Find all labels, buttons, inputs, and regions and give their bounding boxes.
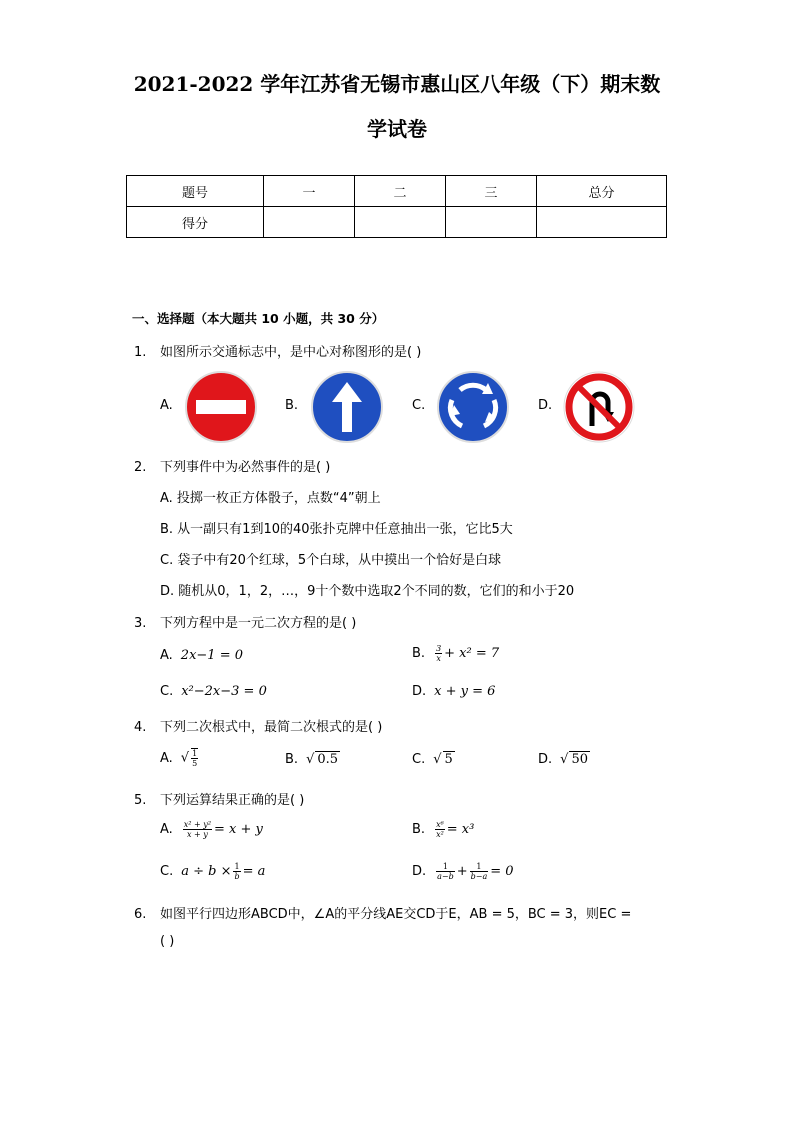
question-2	[134, 456, 330, 475]
question-number: 2.	[134, 460, 147, 475]
question-text: 下列事件中为必然事件的是( )	[160, 460, 331, 475]
score-header-cell: 一	[264, 176, 355, 207]
q5-option-c: C. a ÷ b × $\frac{1}{b}$ = a	[160, 862, 266, 881]
question-text: 下列运算结果正确的是( )	[160, 793, 305, 808]
score-header-cell: 三	[446, 176, 537, 207]
q2-option-d: D. 随机从0，1，2，…，9十个数中选取2个不同的数，它们的和小于20	[160, 584, 575, 599]
question-4	[134, 716, 382, 735]
q2-option-a: A. 投掷一枚正方体骰子，点数“4”朝上	[160, 491, 381, 506]
no-u-turn-sign-icon	[562, 370, 636, 444]
q4-option-b: B. √ 0.5	[285, 752, 339, 767]
question-number: 4.	[134, 720, 147, 735]
question-text: 如图平行四边形ABCD中，∠A的平分线AE交CD于E，AB = 5，BC = 3，则EC =	[160, 907, 632, 922]
score-header-cell: 题号	[127, 176, 264, 207]
score-header-cell: 二	[355, 176, 446, 207]
score-cell[interactable]	[446, 207, 537, 238]
q5-option-d: D. $\frac{1}{a-b}$ + $\frac{1}{b-a}$ = 0	[412, 862, 514, 881]
score-cell[interactable]	[264, 207, 355, 238]
no-entry-sign-icon	[184, 370, 258, 444]
q5-option-a: A. $\frac{\text{x² + y²}}{x + y}$ = x + y	[160, 820, 263, 839]
q3-option-a: A. 2x−1 = 0	[160, 648, 243, 663]
q4-option-c: C. √ 5	[412, 752, 453, 767]
q1-option-c-label: C.	[412, 398, 426, 413]
question-text: 下列方程中是一元二次方程的是( )	[160, 616, 357, 631]
question-number: 1.	[134, 345, 147, 360]
score-table-header-row	[127, 176, 667, 207]
exam-title-line2: 学试卷	[367, 117, 427, 141]
question-6-continuation: ( )	[160, 934, 175, 949]
question-text: 如图所示交通标志中，是中心对称图形的是( )	[160, 345, 422, 360]
score-row-label: 得分	[127, 207, 264, 238]
question-number: 5.	[134, 793, 147, 808]
q3-option-b: B. $\frac{3}{x}$ + x² = 7	[412, 644, 500, 663]
score-cell[interactable]	[355, 207, 446, 238]
question-number: 6.	[134, 907, 147, 922]
question-3	[134, 612, 356, 631]
score-header-cell: 总分	[537, 176, 667, 207]
q4-option-d: D. √ 50	[538, 752, 588, 767]
question-text: 下列二次根式中，最简二次根式的是( )	[160, 720, 383, 735]
question-1	[134, 341, 421, 360]
straight-ahead-arrow-sign-icon	[310, 370, 384, 444]
q2-option-b: B. 从一副只有1到10的40张扑克牌中任意抽出一张，它比5大	[160, 522, 513, 537]
q3-option-c: C. x²−2x−3 = 0	[160, 684, 267, 699]
q2-option-c: C. 袋子中有20个红球，5个白球，从中摸出一个恰好是白球	[160, 553, 502, 568]
q4-option-a: A. √ $\frac{1}{5}$	[160, 749, 198, 768]
score-cell[interactable]	[537, 207, 667, 238]
roundabout-sign-icon	[436, 370, 510, 444]
question-6	[134, 903, 631, 922]
exam-title-line1: 2021-2022 学年江苏省无锡市惠山区八年级（下）期末数	[133, 72, 661, 96]
q5-option-b: B. $\frac{\text{x⁶}}{\text{x²}}$ = x³	[412, 820, 475, 839]
score-table-score-row	[127, 207, 667, 238]
score-table	[126, 175, 667, 238]
question-number: 3.	[134, 616, 147, 631]
q1-option-d-label: D.	[538, 398, 553, 413]
q1-option-b-label: B.	[285, 398, 299, 413]
section-heading: 一、选择题（本大题共 10 小题，共 30 分）	[132, 311, 385, 326]
q3-option-d: D. x + y = 6	[412, 684, 496, 699]
q1-option-a-label: A.	[160, 398, 173, 413]
question-5	[134, 789, 304, 808]
